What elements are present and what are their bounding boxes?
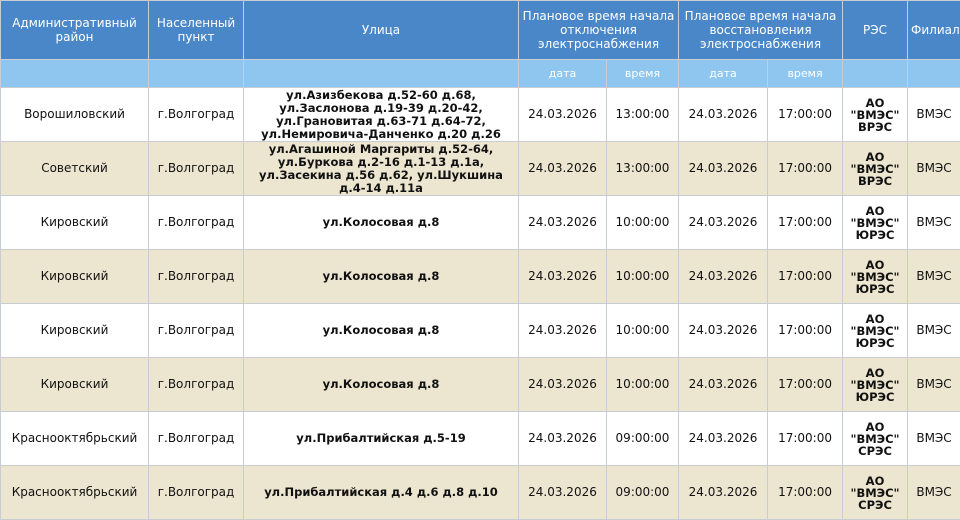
street-cell: ул.Прибалтийская д.4 д.6 д.8 д.10 — [244, 466, 519, 520]
branch-cell: ВМЭС — [908, 196, 960, 250]
table-row — [1, 142, 960, 196]
table-row — [1, 250, 960, 304]
subheader-row — [1, 60, 960, 88]
street-cell: ул.Колосовая д.8 — [244, 196, 519, 250]
locality-cell: г.Волгоград — [149, 412, 244, 466]
header-row — [1, 1, 960, 60]
locality-cell: г.Волгоград — [149, 466, 244, 520]
res-cell: АО "ВМЭС" ВРЭС — [843, 88, 908, 142]
res-cell: АО "ВМЭС" ВРЭС — [843, 142, 908, 196]
locality-cell: г.Волгоград — [149, 304, 244, 358]
on-time-cell: 17:00:00 — [768, 412, 843, 466]
branch-cell: ВМЭС — [908, 358, 960, 412]
on-date-cell: 24.03.2026 — [679, 358, 768, 412]
table-row — [1, 88, 960, 142]
on-time-cell: 17:00:00 — [768, 142, 843, 196]
header-on-time: Плановое время начала восстановления электроснабжения — [679, 1, 843, 60]
off-date-cell: 24.03.2026 — [519, 142, 607, 196]
district-cell: Ворошиловский — [1, 88, 149, 142]
table-row — [1, 196, 960, 250]
street-cell: ул.Колосовая д.8 — [244, 358, 519, 412]
res-cell: АО "ВМЭС" ЮРЭС — [843, 196, 908, 250]
on-date-cell: 24.03.2026 — [679, 88, 768, 142]
subheader-empty — [1, 60, 149, 88]
off-time-cell: 10:00:00 — [607, 358, 679, 412]
district-cell: Кировский — [1, 250, 149, 304]
on-date-cell: 24.03.2026 — [679, 250, 768, 304]
off-time-cell: 13:00:00 — [607, 142, 679, 196]
street-cell: ул.Колосовая д.8 — [244, 250, 519, 304]
header-district: Административный район — [1, 1, 149, 60]
district-cell: Кировский — [1, 358, 149, 412]
subheader-empty — [244, 60, 519, 88]
on-date-cell: 24.03.2026 — [679, 196, 768, 250]
branch-cell: ВМЭС — [908, 304, 960, 358]
street-cell: ул.Азизбекова д.52-60 д.68, ул.Заслонова д.19-39 д.20-42, ул.Грановитая д.63-71 д.64-72, ул.Немировича-Данченко д.20 д.26 — [244, 88, 519, 142]
on-date-cell: 24.03.2026 — [679, 466, 768, 520]
subheader-on-time: время — [768, 60, 843, 88]
street-cell: ул.Агашиной Маргариты д.52-64, ул.Буркова д.2-16 д.1-13 д.1а, ул.Засекина д.56 д.62, ул.Шукшина д.4-14 д.11а — [244, 142, 519, 196]
branch-cell: ВМЭС — [908, 412, 960, 466]
on-date-cell: 24.03.2026 — [679, 304, 768, 358]
district-cell: Кировский — [1, 304, 149, 358]
branch-cell: ВМЭС — [908, 250, 960, 304]
table-row — [1, 358, 960, 412]
off-time-cell: 10:00:00 — [607, 250, 679, 304]
district-cell: Краснооктябрьский — [1, 412, 149, 466]
res-cell: АО "ВМЭС" СРЭС — [843, 466, 908, 520]
district-cell: Краснооктябрьский — [1, 466, 149, 520]
off-date-cell: 24.03.2026 — [519, 88, 607, 142]
table-row — [1, 466, 960, 520]
header-street: Улица — [244, 1, 519, 60]
locality-cell: г.Волгоград — [149, 142, 244, 196]
off-time-cell: 13:00:00 — [607, 88, 679, 142]
subheader-on-date: дата — [679, 60, 768, 88]
street-cell: ул.Прибалтийская д.5-19 — [244, 412, 519, 466]
header-branch: Филиал — [908, 1, 960, 60]
res-cell: АО "ВМЭС" ЮРЭС — [843, 304, 908, 358]
street-cell: ул.Колосовая д.8 — [244, 304, 519, 358]
subheader-empty — [149, 60, 244, 88]
branch-cell: ВМЭС — [908, 466, 960, 520]
res-cell: АО "ВМЭС" ЮРЭС — [843, 250, 908, 304]
table-row — [1, 412, 960, 466]
subheader-empty — [843, 60, 908, 88]
on-date-cell: 24.03.2026 — [679, 142, 768, 196]
locality-cell: г.Волгоград — [149, 250, 244, 304]
on-time-cell: 17:00:00 — [768, 250, 843, 304]
off-date-cell: 24.03.2026 — [519, 466, 607, 520]
district-cell: Советский — [1, 142, 149, 196]
off-date-cell: 24.03.2026 — [519, 412, 607, 466]
on-date-cell: 24.03.2026 — [679, 412, 768, 466]
off-date-cell: 24.03.2026 — [519, 304, 607, 358]
off-time-cell: 09:00:00 — [607, 412, 679, 466]
locality-cell: г.Волгоград — [149, 358, 244, 412]
subheader-empty — [908, 60, 960, 88]
off-time-cell: 10:00:00 — [607, 196, 679, 250]
off-date-cell: 24.03.2026 — [519, 358, 607, 412]
on-time-cell: 17:00:00 — [768, 466, 843, 520]
off-date-cell: 24.03.2026 — [519, 250, 607, 304]
subheader-off-time: время — [607, 60, 679, 88]
off-time-cell: 10:00:00 — [607, 304, 679, 358]
off-date-cell: 24.03.2026 — [519, 196, 607, 250]
on-time-cell: 17:00:00 — [768, 88, 843, 142]
header-locality: Населенный пункт — [149, 1, 244, 60]
locality-cell: г.Волгоград — [149, 88, 244, 142]
header-off-time: Плановое время начала отключения электроснабжения — [519, 1, 679, 60]
off-time-cell: 09:00:00 — [607, 466, 679, 520]
branch-cell: ВМЭС — [908, 88, 960, 142]
subheader-off-date: дата — [519, 60, 607, 88]
branch-cell: ВМЭС — [908, 142, 960, 196]
on-time-cell: 17:00:00 — [768, 304, 843, 358]
table-row — [1, 304, 960, 358]
res-cell: АО "ВМЭС" ЮРЭС — [843, 358, 908, 412]
on-time-cell: 17:00:00 — [768, 196, 843, 250]
header-res: РЭС — [843, 1, 908, 60]
on-time-cell: 17:00:00 — [768, 358, 843, 412]
locality-cell: г.Волгоград — [149, 196, 244, 250]
district-cell: Кировский — [1, 196, 149, 250]
res-cell: АО "ВМЭС" СРЭС — [843, 412, 908, 466]
